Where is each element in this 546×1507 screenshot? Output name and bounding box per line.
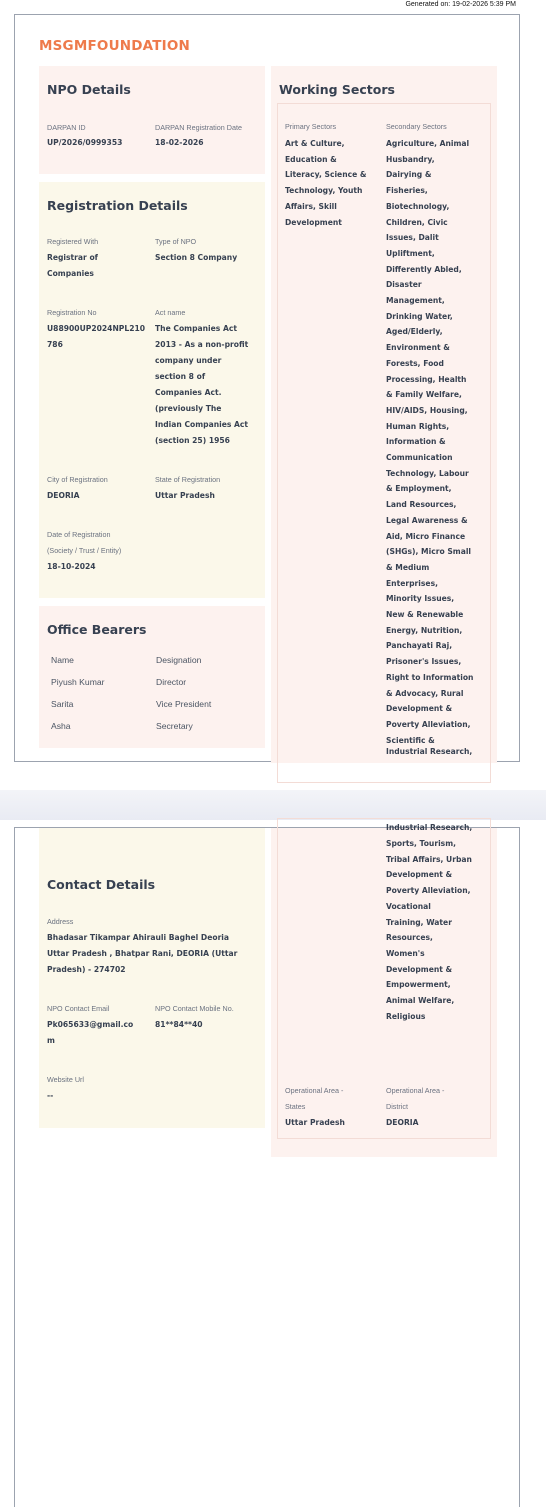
sector-line: Aid, Micro Finance	[386, 531, 466, 541]
bearer-name: Sarita	[51, 699, 74, 709]
act-name-line-3: company under	[155, 356, 222, 365]
sector-line: Technology, Youth	[285, 186, 363, 196]
bearer-designation: Secretary	[156, 721, 193, 731]
page-1	[14, 14, 520, 762]
sector-line: & Advocacy, Rural	[386, 688, 464, 698]
sector-line: Disaster	[386, 280, 422, 290]
sector-line: Enterprises,	[386, 578, 438, 588]
sector-line: Fisheries,	[386, 186, 428, 196]
registered-with-line-2: Companies	[47, 269, 94, 278]
sector-line: Resources,	[386, 933, 433, 943]
sector-line: & Family Welfare,	[386, 390, 462, 400]
act-name-line-4: section 8 of	[155, 372, 206, 381]
sector-line: Land Resources,	[386, 500, 457, 510]
op-states-value: Uttar Pradesh	[285, 1118, 345, 1127]
sector-line: Sports, Tourism,	[386, 839, 457, 848]
email-label: NPO Contact Email	[47, 1004, 110, 1013]
page-2	[14, 823, 520, 1507]
sector-line: Communication	[386, 453, 453, 462]
registered-with-line-1: Registrar of	[47, 253, 98, 262]
sector-line: Upliftment,	[386, 248, 435, 258]
act-name-line-2: 2013 - As a non-profit	[155, 340, 249, 349]
sector-line: & Employment,	[386, 484, 452, 494]
reg-date-label-line-2: (Society / Trust / Entity)	[47, 546, 122, 555]
address-line-1: Bhadasar Tikampar Ahirauli Baghel Deoria	[47, 933, 230, 942]
act-name-label: Act name	[155, 308, 186, 317]
darpan-id-value: UP/2026/0999353	[47, 138, 123, 147]
sector-line: New & Renewable	[386, 610, 464, 619]
registration-details-title: Registration Details	[47, 198, 188, 213]
sector-line: Husbandry,	[386, 154, 435, 164]
sector-line: Differently Abled,	[386, 264, 462, 274]
sector-line: Information &	[386, 437, 446, 447]
op-district-value: DEORIA	[386, 1118, 419, 1127]
sector-line: Drinking Water,	[386, 311, 453, 321]
state-label: State of Registration	[155, 475, 221, 484]
page-separator	[0, 790, 546, 820]
sector-line: Art & Culture,	[285, 139, 345, 148]
sector-line: Scientific &	[386, 735, 435, 745]
sector-line: Issues, Dalit	[386, 233, 439, 243]
act-name-line-7: Indian Companies Act	[155, 420, 249, 429]
registration-no-label: Registration No	[47, 308, 97, 317]
bearer-name: Piyush Kumar	[51, 677, 105, 687]
sector-line: & Medium	[386, 562, 430, 572]
sector-line: Environment &	[386, 343, 450, 353]
email-line-2: m	[47, 1036, 55, 1045]
sector-line: Biotechnology,	[386, 201, 450, 211]
website-value: --	[47, 1091, 54, 1100]
address-label: Address	[47, 917, 74, 926]
sector-line: Right to Information	[386, 672, 474, 682]
org-name: MSGMFOUNDATION	[39, 38, 191, 54]
sector-line: Empowerment,	[386, 980, 451, 990]
sector-line: Human Rights,	[386, 421, 450, 431]
sector-line: Development &	[386, 964, 453, 974]
sector-line: Affairs, Skill	[285, 201, 337, 211]
sector-line: Literacy, Science &	[285, 170, 367, 180]
reg-date-label-line-1: Date of Registration	[47, 530, 111, 539]
bearer-designation: Vice President	[156, 699, 212, 709]
working-sectors-card	[271, 66, 497, 763]
sector-line: Children, Civic	[386, 217, 448, 227]
npo-details-title: NPO Details	[47, 82, 131, 97]
sector-line: Aged/Elderly,	[386, 327, 443, 337]
sector-line: Technology, Labour	[386, 468, 469, 478]
sector-line: Minority Issues,	[386, 594, 455, 604]
darpan-id-label: DARPAN ID	[47, 123, 86, 132]
registration-no-line-2: 786	[47, 340, 63, 349]
sector-line: Tribal Affairs, Urban	[386, 854, 472, 864]
act-name-line-5: Companies Act.	[155, 388, 222, 397]
mobile-value: 81**84**40	[155, 1020, 203, 1029]
col-name-header: Name	[51, 655, 74, 665]
act-name-line-6: (previously The	[155, 404, 222, 413]
npo-type-label: Type of NPO	[155, 237, 197, 246]
registration-details-card	[39, 182, 265, 598]
sector-line: Agriculture, Animal	[386, 139, 470, 148]
address-line-3: Pradesh) - 274702	[47, 965, 126, 974]
contact-details-title: Contact Details	[47, 877, 156, 892]
sector-line: Women's	[386, 948, 425, 958]
registration-no-line-1: U88900UP2024NPL210	[47, 324, 146, 333]
mobile-label: NPO Contact Mobile No.	[155, 1004, 234, 1013]
act-name-line-8: (section 25) 1956	[155, 436, 230, 445]
sector-line: Education &	[285, 154, 337, 164]
working-sectors-title: Working Sectors	[279, 82, 395, 97]
sector-line: Religious	[386, 1011, 426, 1021]
sector-line: Dairying &	[386, 170, 432, 180]
sector-line: Animal Welfare,	[386, 996, 455, 1005]
sector-line: Development &	[386, 704, 453, 714]
reg-date-value: 18-10-2024	[47, 562, 96, 571]
op-district-label-line-2: District	[386, 1102, 408, 1111]
op-states-label-line-1: Operational Area -	[285, 1086, 344, 1095]
op-states-label-line-2: States	[285, 1102, 306, 1111]
sector-line: Development &	[386, 870, 453, 880]
registered-with-label: Registered With	[47, 237, 99, 246]
city-label: City of Registration	[47, 475, 108, 484]
primary-sectors-label: Primary Sectors	[285, 122, 337, 131]
office-bearers-title: Office Bearers	[47, 622, 147, 637]
address-line-2: Uttar Pradesh , Bhatpar Rani, DEORIA (Uttar	[47, 949, 238, 958]
col-designation-header: Designation	[156, 655, 202, 665]
sector-line: Poverty Alleviation,	[386, 719, 471, 729]
contact-details-card	[39, 828, 265, 1128]
darpan-reg-date-label: DARPAN Registration Date	[155, 123, 242, 132]
sector-line: Training, Water	[386, 917, 452, 927]
npo-details-card	[39, 66, 265, 174]
secondary-sector-cut-line: Industrial Research,	[386, 823, 473, 832]
sector-line: Energy, Nutrition,	[386, 625, 463, 635]
act-name-line-1: The Companies Act	[155, 324, 237, 333]
bearer-designation: Director	[156, 677, 187, 687]
working-sectors-card-continued	[271, 823, 497, 1157]
generated-timestamp: Generated on: 19-02-2026 5:39 PM	[405, 1, 516, 8]
sector-line: Poverty Alleviation,	[386, 886, 471, 896]
bearer-name: Asha	[51, 721, 71, 731]
op-district-label-line-1: Operational Area -	[386, 1086, 445, 1095]
email-line-1: Pk065633@gmail.co	[47, 1020, 134, 1029]
sector-line: Panchayati Raj,	[386, 641, 453, 651]
sector-line: Management,	[386, 296, 445, 305]
npo-type-value: Section 8 Company	[155, 253, 238, 262]
sector-line: Legal Awareness &	[386, 515, 468, 525]
sector-line: Processing, Health	[386, 374, 467, 384]
sector-line: Prisoner's Issues,	[386, 657, 462, 667]
secondary-sector-cut-line: Industrial Research,	[386, 747, 473, 756]
website-label: Website Url	[47, 1075, 85, 1084]
sector-line: Vocational	[386, 901, 431, 911]
state-value: Uttar Pradesh	[155, 491, 215, 500]
city-value: DEORIA	[47, 491, 80, 500]
secondary-sectors-label: Secondary Sectors	[386, 122, 447, 131]
office-bearers-card	[39, 606, 265, 748]
darpan-reg-date-value: 18-02-2026	[155, 138, 204, 147]
sector-line: Forests, Food	[386, 358, 444, 368]
sector-line: HIV/AIDS, Housing,	[386, 405, 468, 415]
sector-line: (SHGs), Micro Small	[386, 547, 472, 557]
sector-line: Development	[285, 217, 342, 227]
